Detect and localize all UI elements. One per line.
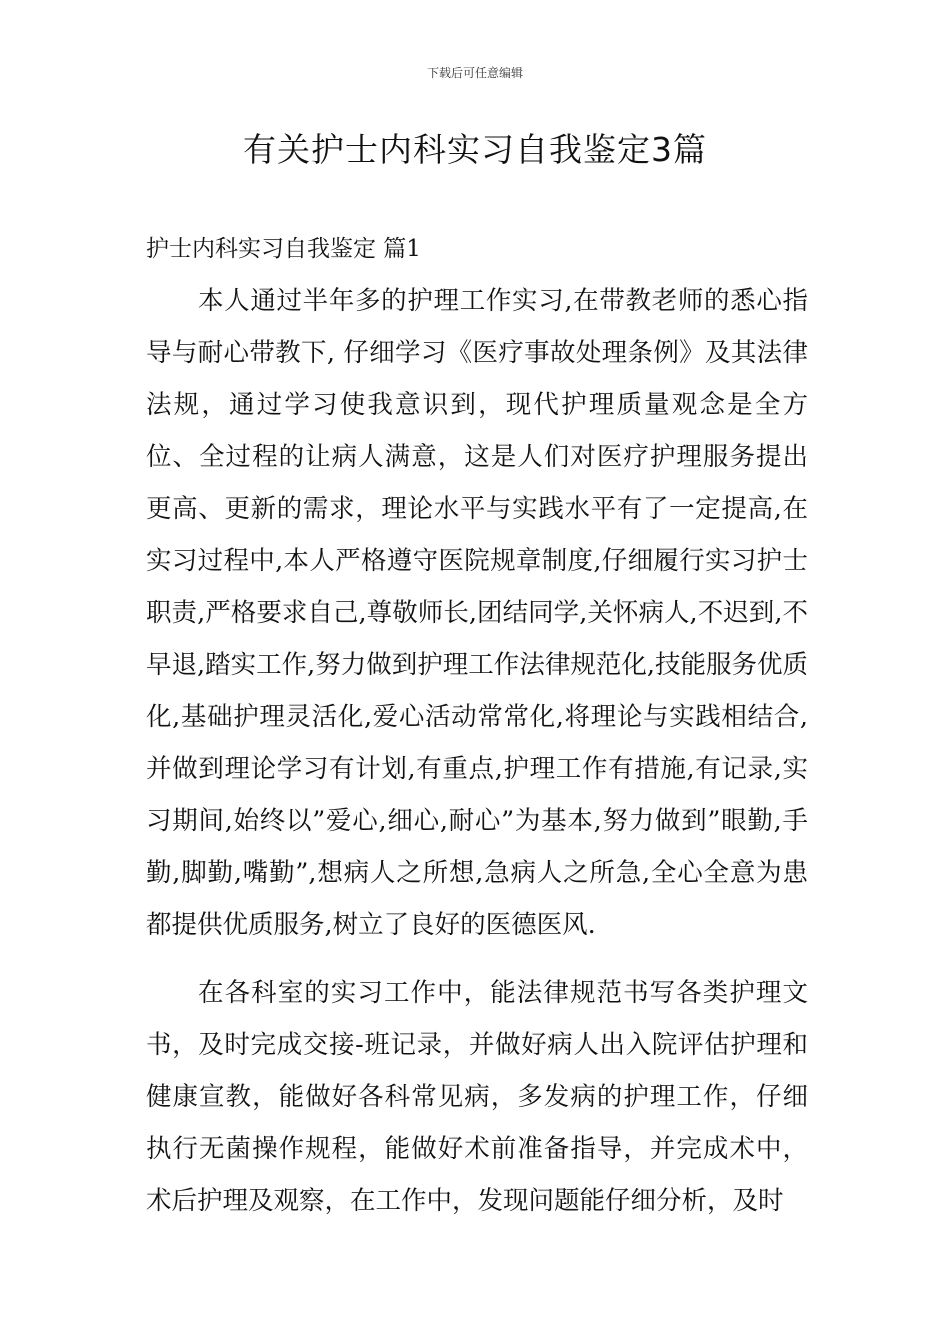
document-title: 有关护士内科实习自我鉴定3篇 xyxy=(243,130,707,169)
section-heading: 护士内科实习自我鉴定 篇1 xyxy=(146,236,421,262)
body-paragraph: 本人通过半年多的护理工作实习,在带教老师的悉心指导与耐心带教下, 仔细学习《医疗事故处理条例》及其法律法规，通过学习使我意识到，现代护理质量观念是全方位、全过程的让病人满意，这是人们对医疗护理服务提出更高、更新的需求，理论水平与实践水平有了一定提高,在实习过程中,本人严格遵守医院规章制度,仔细履行实习护士职责,严格要求自己,尊敬师长,团结同学,关怀病人,不迟到,不早退,踏实工作,努力做到护理工作法律规范化,技能服务优质化,基础护理灵活化,爱心活动常常化,将理论与实践相结合,并做到理论学习有计划,有重点,护理工作有措施,有记录,实习期间,始终以”爱心,细心,耐心”为基本,努力做到”眼勤,手勤,脚勤,嘴勤”,想病人之所想,急病人之所急,全心全意为患都提供优质服务,树立了良好的医德医风. xyxy=(146,286,808,940)
body-paragraph: 在各科室的实习工作中，能法律规范书写各类护理文书，及时完成交接-班记录，并做好病人出入院评估护理和健康宣教，能做好各科常见病，多发病的护理工作，仔细执行无菌操作规程，能做好术前准备指导，并完成术中，术后护理及观察，在工作中，发现问题能仔细分析，及时 xyxy=(146,978,808,1216)
header-note: 下载后可任意编辑 xyxy=(426,66,523,80)
